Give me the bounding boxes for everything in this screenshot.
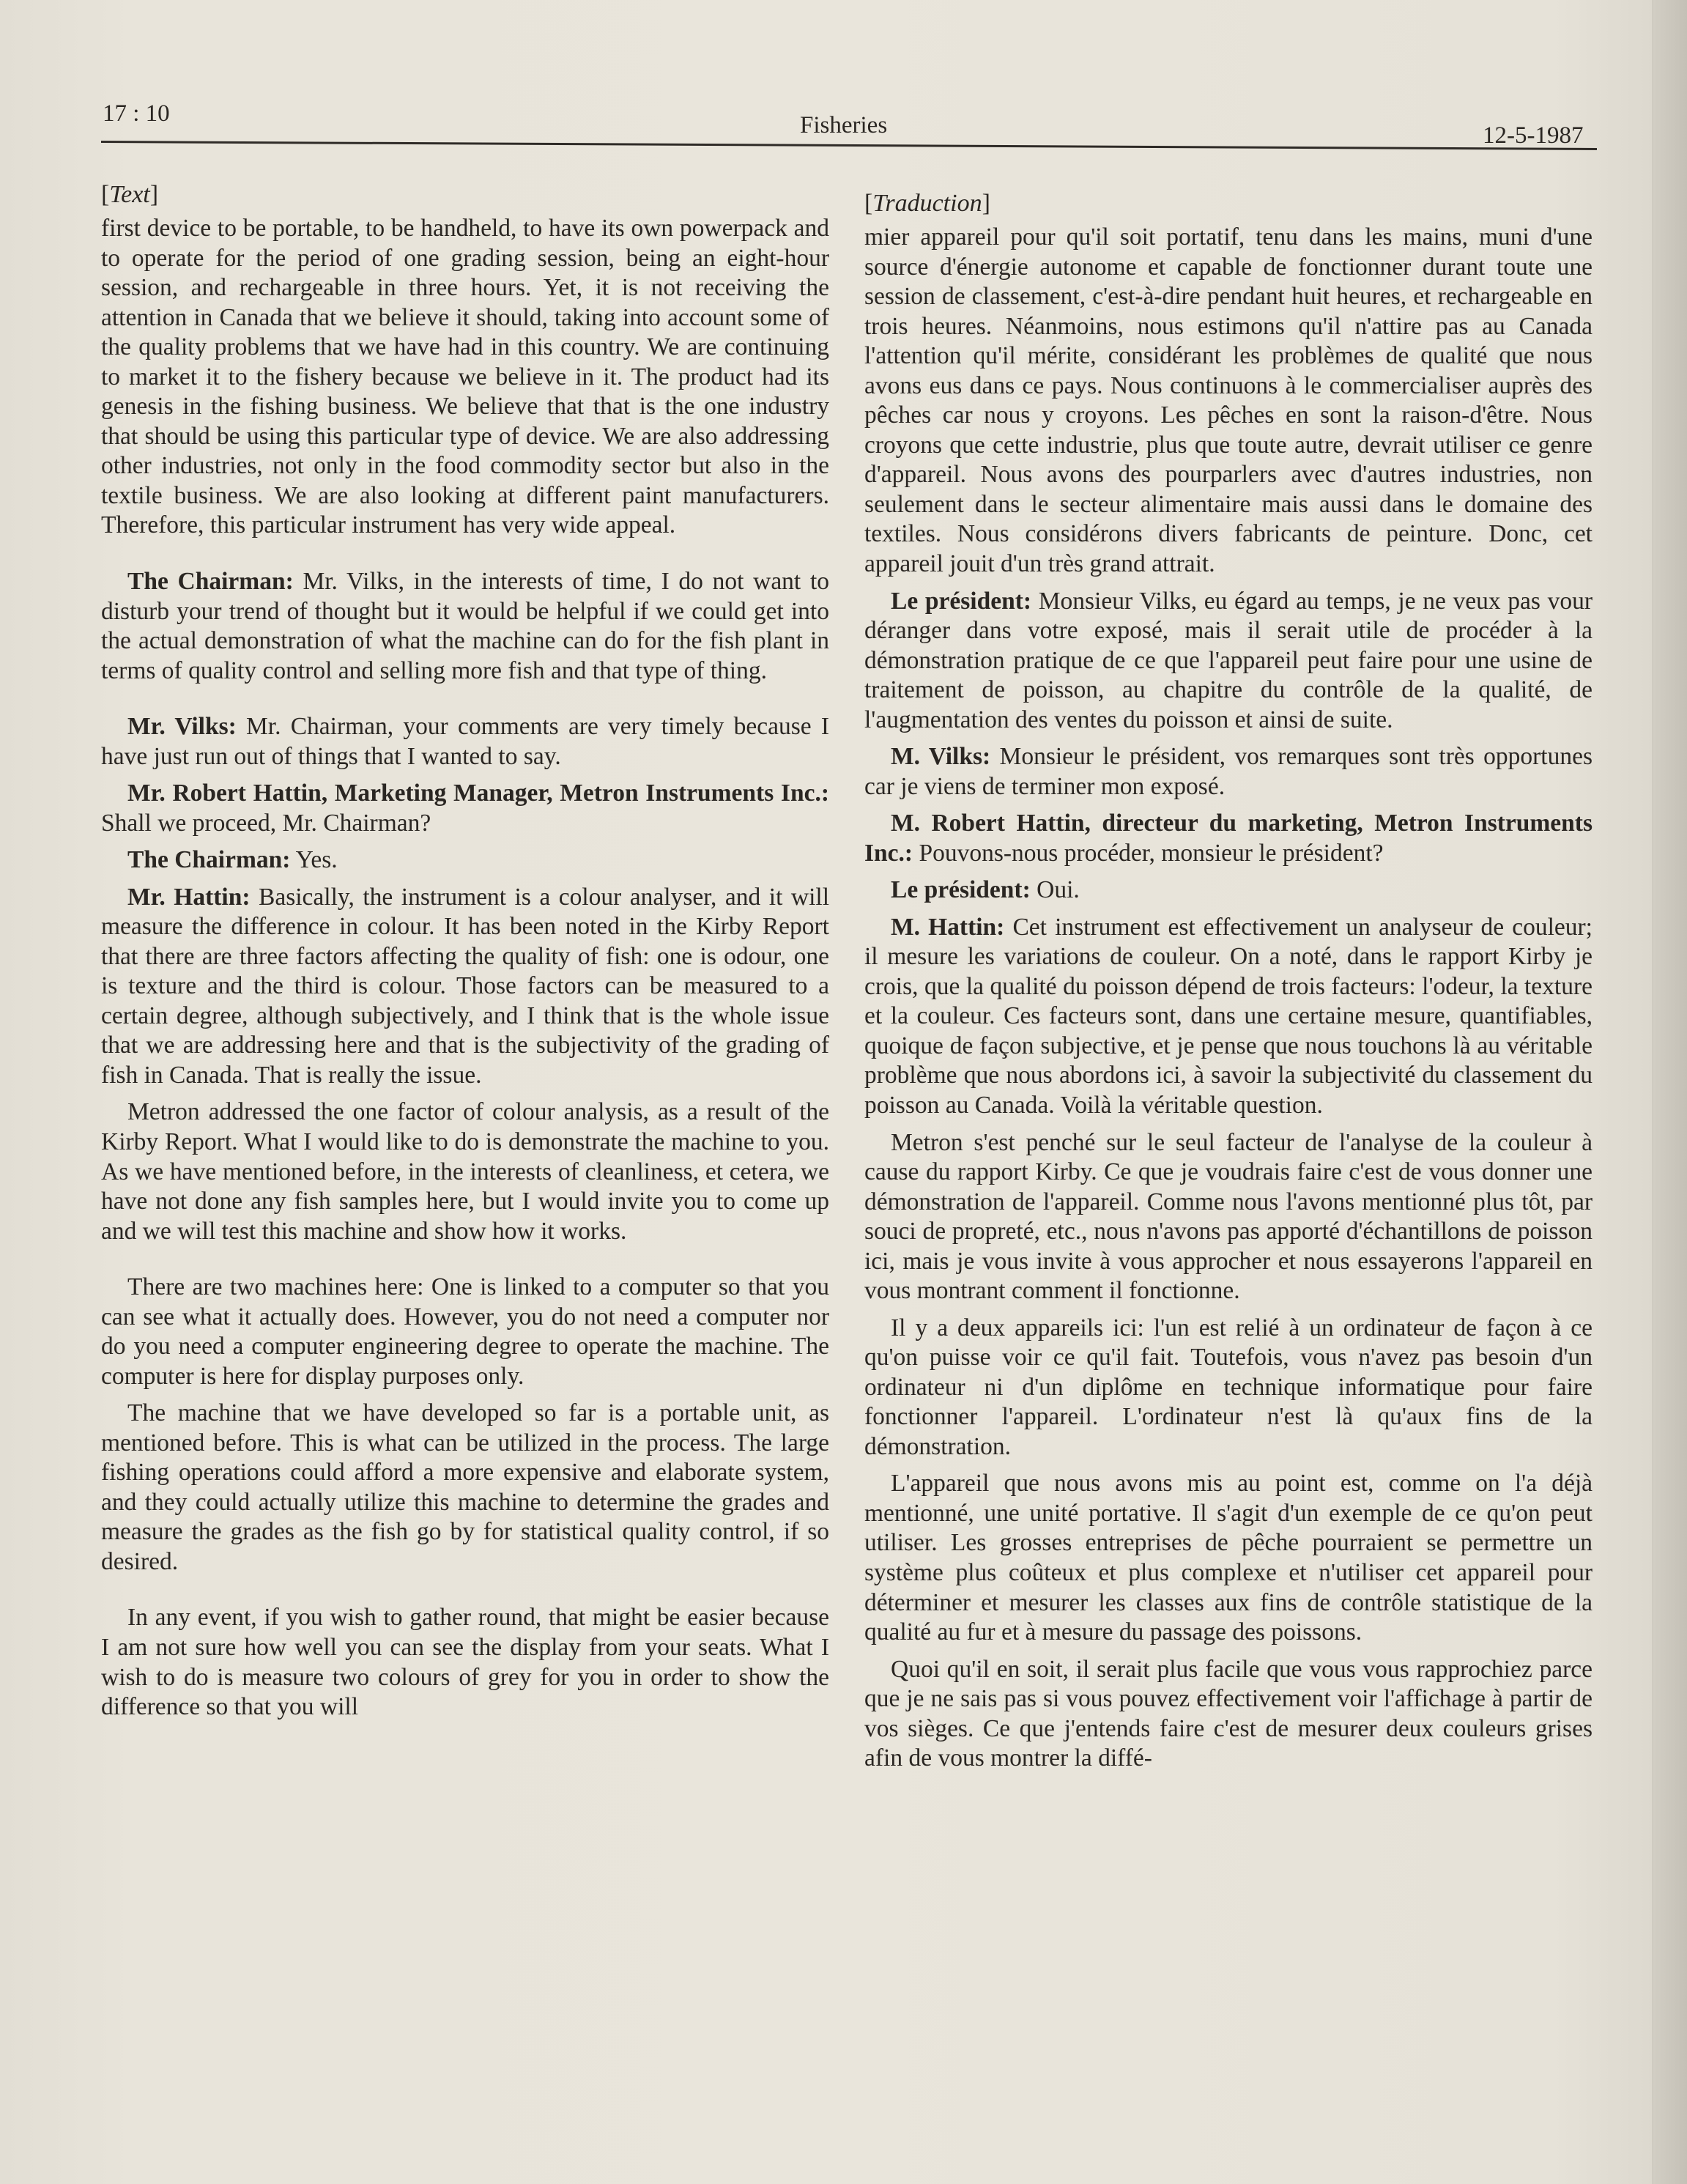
paragraph: Mr. Vilks: Mr. Chairman, your comments are very timely because I have just run out of things that I wanted to say. [101,713,829,770]
paragraph: Metron addressed the one factor of colour analysis, as a result of the Kirby Report. What I would like to do is demonstrate the machine to you. As we have mentioned before, in the interests of cleanliness, et cetera, we have not done any fish samples here, but I would invite you to come up and we will test this machine and show how it works. [101,1098,829,1245]
paragraph: The Chairman: Mr. Vilks, in the interests of time, I do not want to disturb your trend of thought but it would be helpful if we could get into the actual demonstration of what the machine can do for the fish plant in terms of quality control and selling more fish and that type of thing. [101,567,829,684]
speaker: Mr. Hattin: [127,883,251,911]
speaker: M. Vilks: [891,743,991,771]
english-column [101,179,829,1730]
paragraph: M. Hattin: Cet instrument est effectivement un analyseur de couleur; il mesure les variations de couleur. On a noté, dans le rapport Kirby je crois, que la qualité du poisson dépend de trois facteurs: l'odeur, la texture et la couleur. Ces facteurs sont, dans une certaine mesure, quantifiables, quoique de façon subjective, et je pense que nous touchons là au véritable problème que nous abordons ici, à savoir la subjectivité du classement du poisson au Canada. Voilà la véritable question. [864,913,1593,1119]
header-rule [101,141,1597,150]
paragraph: Il y a deux appareils ici: l'un est relié à un ordinateur de façon à ce qu'on puisse voir ce qu'il fait. Toutefois, vous n'avez pas besoin d'un ordinateur ni d'un diplôme en technique informatique pour faire fonctionner l'appareil. L'ordinateur n'est là qu'aux fins de la démonstration. [864,1314,1593,1460]
traduction-label: [Traduction] [864,190,990,217]
paragraph: Le président: Monsieur Vilks, eu égard au temps, je ne veux pas vour déranger dans votre exposé, mais il serait utile de procéder à la démonstration pratique de ce que l'appareil peut faire pour une usine de traitement de poisson, au chapitre du contrôle de la qualité, de l'augmentation des ventes du poisson et ainsi de suite. [864,587,1593,733]
paragraph: In any event, if you wish to gather round, that might be easier because I am not sure how well you can see the display from your seats. What I wish to do is measure two colours of grey for you in order to show the difference so that you will [101,1604,829,1721]
paragraph: Quoi qu'il en soit, il serait plus facile que vous vous rapprochiez parce que je ne sais pas si vous pouvez effectivement voir l'affichage à partir de vos sièges. Ce que j'entends faire c'est de mesurer deux couleurs grises afin de vous montrer la diffé- [864,1655,1593,1772]
paragraph: Mr. Hattin: Basically, the instrument is a colour analyser, and it will measure the difference in colour. It has been noted in the Kirby Report that there are three factors affecting the quality of fish: one is odour, one is texture and the third is colour. Those factors can be measured to a certain degree, although subjectively, and I think that is the whole issue that we are addressing here and that is the subjectivity of the grading of fish in Canada. That is really the issue. [101,883,829,1089]
page-edge [1652,0,1687,2184]
speaker: Mr. Vilks: [127,713,237,741]
paragraph: Mr. Robert Hattin, Marketing Manager, Metron Instruments Inc.: Shall we proceed, Mr. Chairman? [101,780,829,837]
paragraph: Le président: Oui. [891,876,1080,904]
speaker: The Chairman: [127,567,294,595]
speaker: M. Robert Hattin, directeur du marketing, Metron Instruments Inc.: [864,810,1593,867]
page-number: 17 : 10 [103,100,170,127]
paragraph: The Chairman: Yes. [127,846,338,874]
paragraph: L'appareil que nous avons mis au point est, comme on l'a déjà mentionné, une unité portative. Il s'agit d'un exemple de ce qu'on peut utiliser. Les grosses entreprises de pêche pourraient se permettre un système plus coûteux et plus complexe et n'utiliser cet appareil pour déterminer et mesurer les classes aux fins de contrôle statistique de la qualité au fur et à mesure du passage des poissons. [864,1470,1593,1646]
paragraph: mier appareil pour qu'il soit portatif, tenu dans les mains, muni d'une source d'énergie autonome et capable de fonctionner durant toute une session de classement, c'est-à-dire pendant huit heures, et rechargeable en trois heures. Néanmoins, nous estimons qu'il n'attire pas au Canada l'attention qu'il mérite, considérant les problèmes de qualité que nous avons eus dans ce pays. Nous continuons à le commercialiser auprès des pêches car nous y croyons. Les pêches en sont la raison-d'être. Nous croyons que cette industrie, plus que toute autre, devrait utiliser ce genre d'appareil. Nous avons des pourparlers avec d'autres industries, non seulement dans le secteur alimentaire mais aussi dans le domaine des textiles. Nous considérons divers fabricants de peinture. Donc, cet appareil jouit d'un très grand attrait. [864,223,1593,577]
speaker: Le président: [891,876,1031,904]
text-label: [Text] [101,181,159,208]
speaker: Le président: [891,587,1032,615]
speaker: The Chairman: [127,846,291,874]
paragraph: There are two machines here: One is linked to a computer so that you can see what it actually does. However, you do not need a computer nor do you need a computer engineering degree to operate the machine. The computer is here for display purposes only. [101,1273,829,1390]
paragraph: Metron s'est penché sur le seul facteur de l'analyse de la couleur à cause du rapport Kirby. Ce que je voudrais faire c'est de vous donner une démonstration de l'appareil. Comme nous l'avons mentionné plus tôt, par souci de propreté, etc., nous n'avons pas apporté d'échantillons de poisson ici, mais je vous invite à vous approcher et nous essayerons l'appareil en vous montrant comment il fonctionne. [864,1128,1593,1305]
speaker: Mr. Robert Hattin, Marketing Manager, Metron Instruments Inc.: [127,780,829,807]
paragraph: M. Robert Hattin, directeur du marketing, Metron Instruments Inc.: Pouvons-nous procéder, monsieur le président? [864,810,1593,867]
paragraph: M. Vilks: Monsieur le président, vos remarques sont très opportunes car je viens de terminer mon exposé. [864,743,1593,800]
paragraph: first device to be portable, to be handheld, to have its own powerpack and to operate for the period of one grading session, being an eight-hour session, and rechargeable in three hours. Yet, it is not receiving the attention in Canada that we believe it should, taking into account some of the quality problems that we have had in this country. We are continuing to market it to the fishery because we believe in it. The product had its genesis in the fishing business. We believe that that is the one industry that should be using this particular type of device. We are also addressing other industries, not only in the food commodity sector but also in the textile business. We are also looking at different paint manufacturers. Therefore, this particular instrument has very wide appeal. [101,215,829,539]
paragraph: The machine that we have developed so far is a portable unit, as mentioned before. This is what can be utilized in the process. The large fishing operations could afford a more expensive and elaborate system, and they could actually utilize this machine to determine the grades and measure the grades as the fish go by for statistical quality control, if so desired. [101,1399,829,1575]
speaker: M. Hattin: [891,913,1005,941]
issue-date: 12-5-1987 [1483,122,1584,149]
journal-title: Fisheries [800,112,888,138]
french-column [864,188,1593,1781]
